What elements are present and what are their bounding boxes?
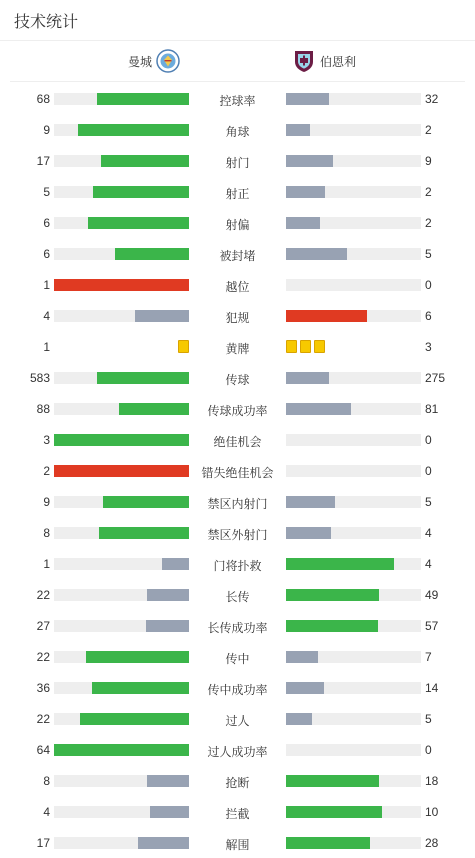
stat-row — [0, 734, 475, 765]
home-stat-value: 36 — [36, 681, 50, 695]
stat-label: 角球 — [225, 125, 250, 139]
stat-label: 越位 — [225, 280, 250, 294]
away-stat-bar — [286, 155, 421, 167]
home-stat-bar — [54, 527, 189, 539]
home-stat-bar — [54, 744, 189, 756]
away-stat-bar — [286, 620, 421, 632]
home-stat-bar — [54, 775, 189, 787]
home-stat-bar-fill — [54, 279, 189, 291]
away-stat-value: 0 — [425, 464, 432, 478]
home-stat-bar-fill — [99, 527, 189, 539]
away-stat-bar — [286, 589, 421, 601]
away-stat-bar-fill — [286, 527, 331, 539]
home-stat-value: 17 — [36, 154, 50, 168]
stat-row — [0, 641, 475, 672]
home-stat-bar-fill — [97, 93, 189, 105]
stat-row — [0, 300, 475, 331]
away-stat-bar-fill — [286, 217, 320, 229]
stats-list — [0, 83, 475, 858]
stat-row — [0, 269, 475, 300]
away-team-name: 伯恩利 — [320, 54, 357, 69]
home-stat-bar — [54, 837, 189, 849]
away-stat-bar — [286, 310, 421, 322]
home-stat-bar — [54, 682, 189, 694]
away-stat-bar — [286, 248, 421, 260]
home-stat-value: 1 — [43, 557, 50, 571]
away-stat-bar — [286, 93, 421, 105]
home-stat-bar — [54, 93, 189, 105]
stat-row — [0, 331, 475, 362]
away-stat-bar — [286, 651, 421, 663]
home-stat-value: 8 — [43, 774, 50, 788]
stat-row — [0, 145, 475, 176]
home-team-name: 曼城 — [127, 54, 152, 69]
stat-row — [0, 176, 475, 207]
away-stat-bar — [286, 775, 421, 787]
away-stat-bar-fill — [286, 310, 367, 322]
home-stat-bar-fill — [86, 651, 189, 663]
stat-row — [0, 517, 475, 548]
home-stat-bar — [54, 217, 189, 229]
stat-label: 射正 — [225, 187, 250, 201]
home-stat-bar — [54, 651, 189, 663]
stat-label: 传球成功率 — [207, 404, 268, 418]
stat-label: 控球率 — [219, 94, 256, 108]
away-stat-bar — [286, 372, 421, 384]
away-stat-bar — [286, 403, 421, 415]
stat-row — [0, 610, 475, 641]
home-stat-bar-fill — [97, 372, 189, 384]
stat-label: 长传成功率 — [207, 621, 268, 635]
home-stat-bar — [54, 806, 189, 818]
burnley-crest-icon — [292, 49, 316, 73]
away-stat-value: 2 — [425, 185, 432, 199]
home-stat-bar-fill — [119, 403, 189, 415]
away-stat-bar — [286, 434, 421, 446]
away-stat-bar-fill — [286, 93, 329, 105]
away-stat-bar — [286, 527, 421, 539]
home-stat-bar-fill — [80, 713, 189, 725]
stat-row — [0, 579, 475, 610]
stat-label: 黄牌 — [225, 342, 250, 356]
away-stat-value: 28 — [425, 836, 439, 850]
home-stat-bar-fill — [147, 775, 189, 787]
away-stat-value: 57 — [425, 619, 439, 633]
home-stat-bar — [54, 589, 189, 601]
away-stat-value: 5 — [425, 712, 432, 726]
away-stat-value: 4 — [425, 557, 432, 571]
home-stat-bar-fill — [115, 248, 189, 260]
home-stat-bar — [54, 558, 189, 570]
home-stat-bar — [54, 372, 189, 384]
home-stat-bar — [54, 186, 189, 198]
home-stat-bar-fill — [103, 496, 189, 508]
stat-row — [0, 548, 475, 579]
stat-label: 犯规 — [225, 311, 250, 325]
away-stat-value: 81 — [425, 402, 439, 416]
away-stat-bar — [286, 279, 421, 291]
away-stat-bar-fill — [286, 775, 379, 787]
away-stat-value: 0 — [425, 433, 432, 447]
stat-row — [0, 393, 475, 424]
home-stat-value: 6 — [43, 247, 50, 261]
stat-label: 射门 — [225, 156, 250, 170]
stat-row — [0, 765, 475, 796]
stat-row — [0, 486, 475, 517]
stat-row — [0, 455, 475, 486]
away-stat-bar-fill — [286, 372, 329, 384]
away-stat-value: 49 — [425, 588, 439, 602]
away-stat-bar — [286, 837, 421, 849]
away-stat-bar-fill — [286, 403, 351, 415]
yellow-card-icon — [300, 340, 311, 353]
yellow-card-icon — [286, 340, 297, 353]
home-stat-bar-fill — [88, 217, 189, 229]
home-stat-bar — [54, 434, 189, 446]
away-stat-bar — [286, 744, 421, 756]
away-stat-value: 7 — [425, 650, 432, 664]
away-stat-bar-fill — [286, 155, 333, 167]
home-stat-value: 1 — [43, 278, 50, 292]
stat-label: 传球 — [225, 373, 250, 387]
home-stat-bar — [54, 155, 189, 167]
away-stat-bar-fill — [286, 558, 394, 570]
stat-label: 抢断 — [225, 776, 250, 790]
home-stat-value: 27 — [36, 619, 50, 633]
home-stat-value: 2 — [43, 464, 50, 478]
away-stat-bar — [286, 682, 421, 694]
away-stat-value: 2 — [425, 123, 432, 137]
home-stat-bar-fill — [135, 310, 189, 322]
stat-label: 禁区内射门 — [207, 497, 268, 511]
stat-row — [0, 83, 475, 114]
stat-row — [0, 424, 475, 455]
stat-label: 传中 — [225, 652, 250, 666]
stat-row — [0, 827, 475, 858]
home-stat-bar — [54, 465, 189, 477]
stat-label: 拦截 — [225, 807, 250, 821]
away-stat-bar-fill — [286, 186, 325, 198]
stat-row — [0, 672, 475, 703]
away-stat-value: 0 — [425, 743, 432, 757]
away-stat-value: 14 — [425, 681, 439, 695]
stat-row — [0, 114, 475, 145]
stat-row — [0, 703, 475, 734]
stat-label: 绝佳机会 — [213, 435, 262, 449]
home-stat-value: 583 — [29, 371, 50, 385]
team-header — [10, 41, 465, 82]
stat-row — [0, 238, 475, 269]
away-stat-bar-fill — [286, 496, 335, 508]
away-stat-bar — [286, 713, 421, 725]
stat-label: 错失绝佳机会 — [201, 466, 274, 480]
home-stat-bar — [54, 279, 189, 291]
home-stat-bar-fill — [92, 682, 189, 694]
away-stat-bar-fill — [286, 837, 370, 849]
home-stat-bar-fill — [54, 434, 189, 446]
home-stat-bar — [54, 496, 189, 508]
away-stat-value: 275 — [425, 371, 446, 385]
home-stat-value: 64 — [36, 743, 50, 757]
away-stat-bar-fill — [286, 124, 310, 136]
away-stat-bar-fill — [286, 682, 324, 694]
stat-label: 解围 — [225, 838, 250, 852]
away-stat-value: 18 — [425, 774, 439, 788]
stat-label: 门将扑救 — [213, 559, 262, 573]
away-stat-value: 4 — [425, 526, 432, 540]
stat-label: 传中成功率 — [207, 683, 268, 697]
away-stat-bar — [286, 186, 421, 198]
away-stat-bar — [286, 806, 421, 818]
away-stat-bar-fill — [286, 589, 379, 601]
home-stat-value: 22 — [36, 650, 50, 664]
stat-label: 长传 — [225, 590, 250, 604]
home-stat-value: 17 — [36, 836, 50, 850]
home-stat-value: 9 — [43, 123, 50, 137]
away-stat-bar-fill — [286, 651, 318, 663]
home-stat-bar — [54, 713, 189, 725]
home-stat-value: 3 — [43, 433, 50, 447]
stat-row — [0, 362, 475, 393]
home-stat-value: 22 — [36, 712, 50, 726]
home-stat-bar-fill — [138, 837, 189, 849]
home-team[interactable] — [124, 41, 180, 81]
away-stat-bar — [286, 496, 421, 508]
away-stat-value: 6 — [425, 309, 432, 323]
away-stat-value: 32 — [425, 92, 439, 106]
home-stat-bar — [54, 248, 189, 260]
home-stat-bar — [54, 310, 189, 322]
away-stat-value: 5 — [425, 495, 432, 509]
home-stat-bar-fill — [93, 186, 189, 198]
home-stat-bar — [54, 620, 189, 632]
away-yellow-cards — [286, 340, 325, 354]
home-stat-bar-fill — [101, 155, 189, 167]
home-stat-value: 8 — [43, 526, 50, 540]
away-stat-bar-fill — [286, 620, 378, 632]
stat-label: 被封堵 — [219, 249, 256, 263]
away-stat-value: 9 — [425, 154, 432, 168]
home-stat-bar-fill — [78, 124, 189, 136]
home-stat-value: 4 — [43, 805, 50, 819]
away-stat-bar-fill — [286, 806, 382, 818]
stat-row — [0, 207, 475, 238]
yellow-card-icon — [314, 340, 325, 353]
home-stat-bar-fill — [147, 589, 189, 601]
home-stat-bar — [54, 403, 189, 415]
home-stat-value: 4 — [43, 309, 50, 323]
away-stat-bar — [286, 217, 421, 229]
away-stat-value: 3 — [425, 340, 432, 354]
away-team[interactable] — [292, 41, 360, 81]
away-stat-bar-fill — [286, 248, 347, 260]
away-stat-bar — [286, 124, 421, 136]
home-stat-value: 5 — [43, 185, 50, 199]
home-stat-bar-fill — [162, 558, 189, 570]
away-stat-value: 10 — [425, 805, 439, 819]
yellow-card-icon — [178, 340, 189, 353]
home-stat-value: 88 — [36, 402, 50, 416]
stat-label: 过人成功率 — [207, 745, 268, 759]
home-stat-bar-fill — [54, 465, 189, 477]
stat-label: 过人 — [225, 714, 250, 728]
away-stat-bar — [286, 558, 421, 570]
away-stat-value: 5 — [425, 247, 432, 261]
home-stat-value: 22 — [36, 588, 50, 602]
home-stat-value: 6 — [43, 216, 50, 230]
home-stat-bar-fill — [146, 620, 189, 632]
home-stat-value: 68 — [36, 92, 50, 106]
title-bar — [0, 0, 475, 41]
away-stat-value: 2 — [425, 216, 432, 230]
home-stat-bar — [54, 124, 189, 136]
home-yellow-cards — [178, 340, 189, 354]
home-stat-value: 9 — [43, 495, 50, 509]
away-stat-value: 0 — [425, 278, 432, 292]
stat-label: 射偏 — [225, 218, 250, 232]
page-title: 技术统计 — [14, 13, 79, 31]
home-stat-bar-fill — [54, 744, 189, 756]
home-stat-value: 1 — [43, 340, 50, 354]
man-city-crest-icon — [156, 49, 180, 73]
stat-row — [0, 796, 475, 827]
stat-label: 禁区外射门 — [207, 528, 268, 542]
away-stat-bar — [286, 465, 421, 477]
away-stat-bar-fill — [286, 713, 312, 725]
home-stat-bar-fill — [150, 806, 189, 818]
